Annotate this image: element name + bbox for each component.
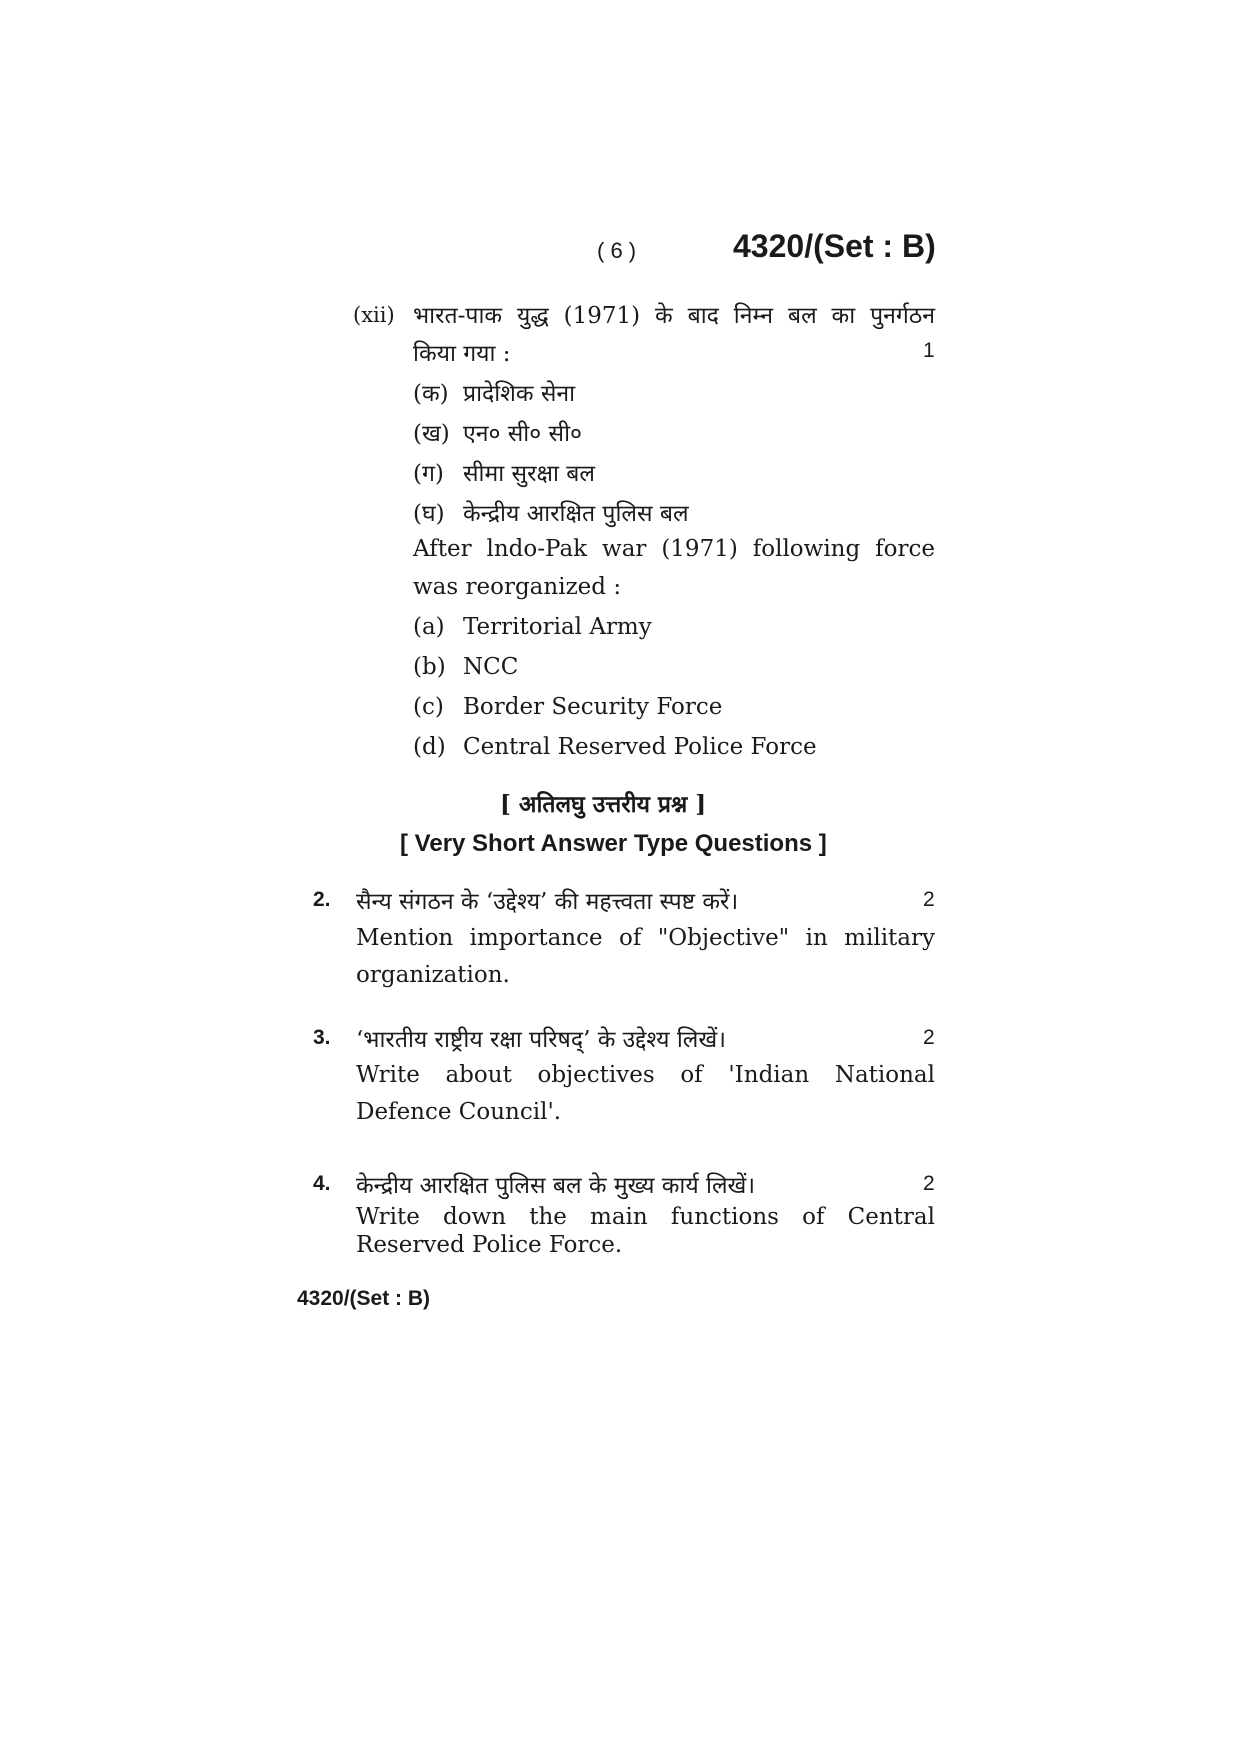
english-option-label: (c) bbox=[413, 694, 444, 720]
hindi-option-text: एन० सी० सी० bbox=[463, 421, 582, 447]
question-marks: 2 bbox=[923, 1172, 935, 1195]
question-english-line2: Defence Council'. bbox=[356, 1099, 562, 1125]
english-option-text: NCC bbox=[463, 654, 519, 680]
english-option-text: Border Security Force bbox=[463, 694, 723, 720]
question-number: 4. bbox=[313, 1172, 331, 1195]
hindi-option-label: (ग) bbox=[413, 461, 444, 487]
question-number: 2. bbox=[313, 888, 331, 911]
section-title-english: [ Very Short Answer Type Questions ] bbox=[400, 830, 827, 857]
hindi-option-text: प्रादेशिक सेना bbox=[463, 381, 576, 407]
question-number: (xii) bbox=[353, 303, 395, 327]
english-option-text: Central Reserved Police Force bbox=[463, 734, 817, 760]
question-hindi: ‘भारतीय राष्ट्रीय रक्षा परिषद्’ के उद्देश्य लिखें। bbox=[356, 1027, 726, 1053]
hindi-option-label: (घ) bbox=[413, 501, 445, 527]
question-english-line1: Mention importance of "Objective" in military bbox=[356, 925, 935, 951]
hindi-option-text: केन्द्रीय आरक्षित पुलिस बल bbox=[463, 501, 689, 527]
paper-code-footer: 4320/(Set : B) bbox=[297, 1287, 431, 1310]
question-english-line2: Reserved Police Force. bbox=[356, 1232, 623, 1258]
question-english-line2: organization. bbox=[356, 962, 510, 988]
hindi-option-label: (क) bbox=[413, 381, 449, 407]
english-option-label: (d) bbox=[413, 734, 446, 760]
page-number: ( 6 ) bbox=[597, 238, 637, 263]
english-option-text: Territorial Army bbox=[463, 614, 652, 640]
question-english-line1: After lndo-Pak war (1971) following force bbox=[413, 536, 935, 562]
hindi-option-label: (ख) bbox=[413, 421, 450, 447]
question-english-line1: Write down the main functions of Central bbox=[356, 1204, 935, 1230]
question-hindi-line1: भारत-पाक युद्ध (1971) के बाद निम्न बल का पुनर्गठन bbox=[413, 303, 935, 329]
question-hindi: केन्द्रीय आरक्षित पुलिस बल के मुख्य कार्य लिखें। bbox=[356, 1173, 756, 1199]
question-marks: 2 bbox=[923, 1026, 935, 1049]
section-title-hindi: [ अतिलघु उत्तरीय प्रश्न ] bbox=[500, 791, 707, 818]
question-marks: 1 bbox=[923, 339, 935, 362]
english-option-label: (b) bbox=[413, 654, 446, 680]
question-hindi-line2: किया गया : bbox=[413, 341, 511, 367]
english-option-label: (a) bbox=[413, 614, 445, 640]
paper-code-header: 4320/(Set : B) bbox=[733, 228, 936, 264]
question-marks: 2 bbox=[923, 888, 935, 911]
question-english-line2: was reorganized : bbox=[413, 574, 622, 600]
question-number: 3. bbox=[313, 1026, 331, 1049]
question-english-line1: Write about objectives of 'Indian National bbox=[356, 1062, 935, 1088]
question-hindi: सैन्य संगठन के ‘उद्देश्य’ की महत्त्वता स्पष्ट करें। bbox=[356, 889, 739, 915]
hindi-option-text: सीमा सुरक्षा बल bbox=[463, 461, 595, 487]
